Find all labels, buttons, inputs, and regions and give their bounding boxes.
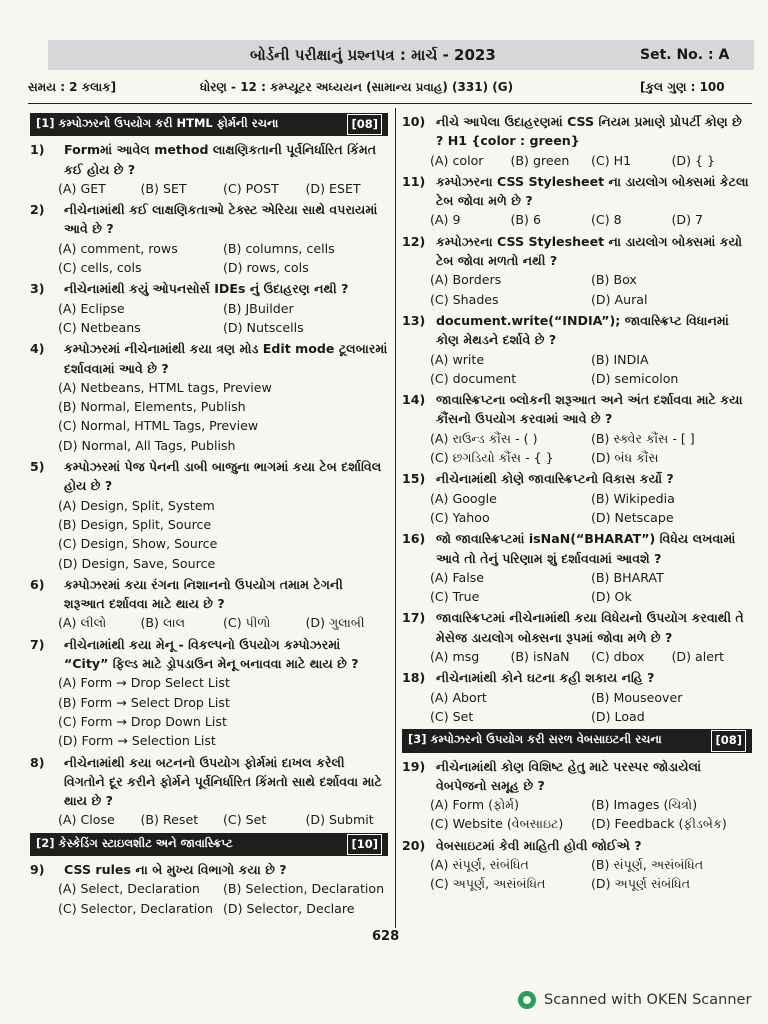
options-8: [30, 810, 388, 829]
option-b: (B) columns, cells: [223, 240, 335, 256]
question-16: [402, 529, 752, 568]
question-11: [402, 172, 752, 211]
option-a: (A) write: [430, 351, 485, 367]
options-6: [30, 613, 388, 632]
question-number: 8): [30, 754, 45, 770]
question-number: 18): [402, 670, 426, 686]
question-text: નીચેનામાંથી કયા મેનૂ - વિકલ્પનો ઉપયોગ કમ્પોઝરમાં “City” ફિલ્ડ માટે ડ્રોપડાઉન મેનૂ બનાવવા માટે થાય છે ?: [64, 636, 359, 672]
question-text: જાવાસ્ક્રિપ્ટના બ્લોકની શરૂઆત અને અંત દર્શાવવા માટે કયા કૌંસનો ઉપયોગ કરવામાં આવે છે ?: [436, 392, 743, 427]
question-text: નીચેનામાંથી કઈ લાક્ષણિકતાઓ ટેક્સ્ટ એરિયા સાથે વપરાયમાં આવે છે ?: [64, 202, 378, 237]
question-number: 3): [30, 281, 45, 297]
option-a: (A) સંપૂર્ણ, સંબંધિત: [430, 856, 529, 872]
option-c: (C) Website (વેબસાઇટ): [430, 816, 564, 832]
option-c: (C) H1: [591, 152, 632, 168]
section-label: [1] કમ્પોઝરનો ઉપયોગ કરી HTML ફોર્મની રચના: [36, 116, 279, 130]
option-d: (D) Ok: [591, 589, 632, 605]
question-text: document.write(“INDIA”); જાવાસ્ક્રિપ્ટ વિધાનમાં કોણ મેથડને દર્શાવે છે ?: [436, 312, 729, 348]
option-a: (A) Borders: [430, 272, 502, 288]
question-text: નીચેનામાંથી કોને ઘટના કહી શકાય નહિ ?: [436, 670, 655, 686]
options-18: [402, 688, 752, 727]
question-2: [30, 200, 388, 239]
option-c: (C) 8: [591, 212, 622, 228]
option-c: (C) Set: [430, 708, 474, 724]
question-text: નીચેનામાંથી કોણ વિશિષ્ટ હેતુ માટે પરસ્પર જોડાયેલાં વેબપેજનો સમૂહ છે ?: [436, 758, 702, 793]
question-7: [30, 635, 388, 674]
option-c: (C) Shades: [430, 291, 499, 307]
question-6: [30, 575, 388, 614]
question-number: 12): [402, 233, 426, 249]
question-8: [30, 753, 388, 811]
scanner-text: Scanned with OKEN Scanner: [544, 992, 752, 1008]
section-label: [3] કમ્પોઝરનો ઉપયોગ કરી સરળ વેબસાઇટની રચના: [408, 732, 662, 747]
options-12: [402, 270, 752, 309]
option-c: (C) Design, Show, Source: [58, 536, 218, 552]
option-d: (D) Netscape: [591, 509, 674, 525]
option-b: (B) green: [510, 152, 570, 168]
option-b: (B) JBuilder: [223, 300, 294, 316]
options-19: [402, 795, 752, 834]
section-marks: [08]: [347, 114, 382, 135]
option-b: (B) isNaN: [510, 649, 570, 665]
option-c: (C) document: [430, 370, 517, 386]
question-1: [30, 140, 388, 179]
options-3: [30, 299, 388, 338]
option-d: (D) Feedback (ફીડબેક): [591, 816, 727, 832]
question-13: [402, 311, 752, 350]
marks-label: [કુલ ગુણ : 100: [640, 80, 725, 94]
option-a: (A) Design, Split, System: [58, 497, 215, 513]
header-rule: [28, 103, 752, 104]
option-b: (B) Reset: [140, 812, 199, 828]
question-number: 19): [402, 758, 426, 774]
right-column: [402, 110, 752, 894]
option-a: (A) 9: [430, 212, 461, 228]
option-a: (A) Eclipse: [58, 300, 125, 316]
question-19: [402, 757, 752, 796]
option-d: (D) ગુલાબી: [305, 615, 365, 631]
question-text: જો જાવાસ્ક્રિપ્ટમાં isNaN(“BHARAT”) વિધેય લખવામાં આવે તો તેનું પરિણામ શું દર્શાવવામાં આવશે ?: [436, 531, 736, 566]
option-d: (D) Aural: [591, 291, 648, 307]
option-c: (C) Yahoo: [430, 509, 490, 525]
option-d: (D) 7: [671, 212, 704, 228]
scanner-logo-icon: [518, 991, 536, 1009]
section-marks: [08]: [711, 730, 746, 751]
question-5: [30, 457, 388, 496]
option-b: (B) Selection, Declaration: [223, 881, 385, 897]
question-text: કમ્પોઝરમાં પેજ પેનની ડાબી બાજુના ભાગમાં કયા ટેબ દર્શાવિલ હોય છે ?: [64, 459, 382, 494]
option-b: (B) Form → Select Drop List: [58, 694, 230, 710]
time-label: સમય : 2 કલાક]: [28, 80, 117, 94]
option-a: (A) msg: [430, 649, 480, 665]
option-c: (C) Selector, Declaration: [58, 900, 213, 916]
option-a: (A) Close: [58, 812, 115, 828]
option-d: (D) Load: [591, 708, 645, 724]
question-3: [30, 279, 388, 298]
options-20: [402, 855, 752, 894]
question-text: નીચેનામાંથી કયું ઓપનસોર્સ IDEs નું ઉદાહરણ નથી ?: [64, 281, 349, 297]
question-number: 17): [402, 610, 426, 626]
scanner-watermark: [518, 991, 751, 1009]
option-c: (C) છગડિયો કૌંસ - { }: [430, 450, 554, 466]
option-b: (B) INDIA: [591, 351, 649, 367]
question-number: 13): [402, 312, 426, 328]
question-number: 2): [30, 202, 45, 218]
question-number: 9): [30, 861, 45, 877]
option-d: (D) બંધ કૌંસ: [591, 450, 659, 466]
option-a: (A) Netbeans, HTML tags, Preview: [58, 379, 272, 395]
options-14: [402, 429, 752, 468]
option-a: (A) GET: [58, 180, 106, 196]
option-b: (B) 6: [510, 212, 541, 228]
question-number: 1): [30, 142, 45, 158]
option-b: (B) BHARAT: [591, 569, 664, 585]
question-12: [402, 232, 752, 271]
options-5: [30, 496, 388, 573]
options-10: [402, 151, 752, 170]
options-2: [30, 239, 388, 278]
left-column: [30, 110, 388, 918]
question-10: [402, 112, 752, 151]
options-16: [402, 568, 752, 607]
option-d: (D) Submit: [305, 812, 374, 828]
option-a: (A) comment, rows: [58, 240, 178, 256]
options-15: [402, 489, 752, 528]
option-a: (A) Google: [430, 490, 497, 506]
section-2-header: [30, 833, 388, 856]
option-a: (A) False: [430, 569, 485, 585]
question-number: 4): [30, 341, 45, 357]
option-b: (B) SET: [140, 180, 187, 196]
section-1-header: [30, 113, 388, 136]
option-d: (D) Form → Selection List: [58, 733, 216, 749]
option-b: (B) લાલ: [140, 615, 186, 631]
option-b: (B) Normal, Elements, Publish: [58, 399, 246, 415]
question-20: [402, 836, 752, 855]
question-number: 7): [30, 636, 45, 652]
option-b: (B) Box: [591, 272, 637, 288]
option-a: (A) Abort: [430, 689, 487, 705]
option-c: (C) Netbeans: [58, 319, 141, 335]
section-label: [2] કેસ્કેડિંગ સ્ટાઇલશીટ અને જાવાસ્ક્રિપ્ટ: [36, 835, 233, 850]
option-d: (D) rows, cols: [223, 260, 309, 276]
question-9: [30, 860, 388, 879]
options-11: [402, 210, 752, 229]
question-14: [402, 390, 752, 429]
option-b: (B) Mouseover: [591, 689, 683, 705]
question-number: 11): [402, 173, 426, 189]
option-d: (D) Normal, All Tags, Publish: [58, 437, 236, 453]
options-9: [30, 879, 388, 918]
subheader: [28, 80, 752, 100]
options-13: [402, 350, 752, 389]
options-1: [30, 179, 388, 198]
options-7: [30, 673, 388, 750]
question-text: કમ્પોઝરના CSS Stylesheet ના ડાયલોગ બોક્સમાં કયો ટેબ જોવા મળતો નથી ?: [436, 233, 743, 269]
question-text: કમ્પોઝરમાં નીચેનામાંથી કયા ત્રણ મોડ Edit mode ટૂલબારમાં દર્શાવવામાં આવે છે ?: [64, 341, 388, 376]
set-number: Set. No. : A: [640, 47, 730, 63]
question-15: [402, 469, 752, 488]
question-4: [30, 339, 388, 378]
paper-title: બોર્ડની પરીક્ષાનું પ્રશ્નપત્ર : માર્ચ - 2023: [250, 46, 496, 64]
page-number: 628: [372, 929, 400, 944]
question-number: 6): [30, 576, 45, 592]
question-text: Formમાં આવેલ method લાક્ષણિકતાની પૂર્વનિર્ધારિત કિંમત કઈ હોય છે ?: [64, 142, 377, 177]
option-b: (B) સ્ક્વેર કૌંસ - [ ]: [591, 430, 695, 446]
options-17: [402, 647, 752, 666]
question-number: 15): [402, 471, 426, 487]
option-d: (D) Selector, Declare: [223, 900, 355, 916]
option-b: (B) Design, Split, Source: [58, 516, 212, 532]
option-a: (A) Form → Drop Select List: [58, 675, 230, 691]
question-text: નીચેનામાંથી કોણે જાવાસ્ક્રિપ્ટનો વિકાસ કર્યો ?: [436, 471, 674, 487]
subject-label: ધોરણ - 12 : કમ્પ્યૂટર અધ્યયન (સામાન્ય પ્રવાહ) (331) (G): [200, 80, 514, 94]
option-c: (C) અપૂર્ણ, અસંબંધિત: [430, 876, 546, 892]
question-number: 10): [402, 114, 426, 129]
question-text: CSS rules ના બે મુખ્ય વિભાગો કયા છે ?: [64, 861, 287, 877]
option-c: (C) Set: [223, 812, 267, 828]
option-d: (D) અપૂર્ણ સંબંધિત: [591, 876, 691, 892]
question-17: [402, 608, 752, 647]
option-d: (D) alert: [671, 649, 725, 665]
question-18: [402, 668, 752, 687]
option-c: (C) પીળો: [223, 615, 271, 631]
option-a: (A) Form (ફોર્મ): [430, 797, 520, 813]
question-number: 5): [30, 459, 45, 475]
option-b: (B) સંપૂર્ણ, અસંબંધિત: [591, 856, 704, 872]
option-d: (D) Nutscells: [223, 319, 304, 335]
section-marks: [10]: [347, 834, 382, 855]
option-b: (B) Wikipedia: [591, 490, 675, 506]
option-a: (A) રાઉન્ડ કૌંસ - ( ): [430, 430, 538, 446]
option-c: (C) POST: [223, 180, 279, 196]
question-text: વેબસાઇટમાં કેવી માહિતી હોવી જોઈએ ?: [436, 837, 642, 853]
question-text: કમ્પોઝરમાં કયા રંગના નિશાનનો ઉપયોગ તમામ ટેગની શરૂઆત દર્શાવવા માટે થાય છે ?: [64, 576, 343, 612]
option-c: (C) cells, cols: [58, 260, 142, 276]
option-a: (A) color: [430, 152, 484, 168]
options-4: [30, 378, 388, 455]
option-c: (C) Normal, HTML Tags, Preview: [58, 418, 259, 434]
option-d: (D) semicolon: [591, 370, 679, 386]
option-d: (D) { }: [671, 152, 716, 168]
option-c: (C) Form → Drop Down List: [58, 713, 227, 729]
option-c: (C) dbox: [591, 649, 645, 665]
option-a: (A) Select, Declaration: [58, 881, 200, 897]
column-divider: [395, 108, 396, 928]
option-a: (A) લીલો: [58, 615, 107, 631]
question-text: જાવાસ્ક્રિપ્ટમાં નીચેનામાંથી કયા વિધેયનો ઉપયોગ કરવાથી તે મેસેજ ડાયલોગ બોક્સના રૂપમાં જોવા મળે છે ?: [436, 610, 744, 645]
question-text: નીચે આપેલા ઉદાહરણમાં CSS નિયમ પ્રમાણે પ્રોપર્ટી કોણ છે ? H1 {color : green}: [436, 114, 742, 149]
question-text: નીચેનામાંથી કયા બટનનો ઉપયોગ ફોર્મમાં દાખલ કરેલી વિગતોને દૂર કરીને ફોર્મને પૂર્વનિર્ધારિત કિંમતો સાથે દર્શાવવા માટે થાય છે ?: [64, 754, 382, 809]
question-text: કમ્પોઝરના CSS Stylesheet ના ડાયલોગ બોક્સમાં કેટલા ટેબ જોવા મળે છે ?: [436, 173, 749, 209]
option-c: (C) True: [430, 589, 480, 605]
question-number: 20): [402, 837, 426, 853]
option-b: (B) Images (ચિત્રો): [591, 797, 698, 813]
section-3-header: [402, 729, 752, 752]
question-number: 16): [402, 531, 426, 547]
option-d: (D) Design, Save, Source: [58, 555, 216, 571]
question-number: 14): [402, 392, 426, 408]
option-d: (D) ESET: [305, 180, 361, 196]
